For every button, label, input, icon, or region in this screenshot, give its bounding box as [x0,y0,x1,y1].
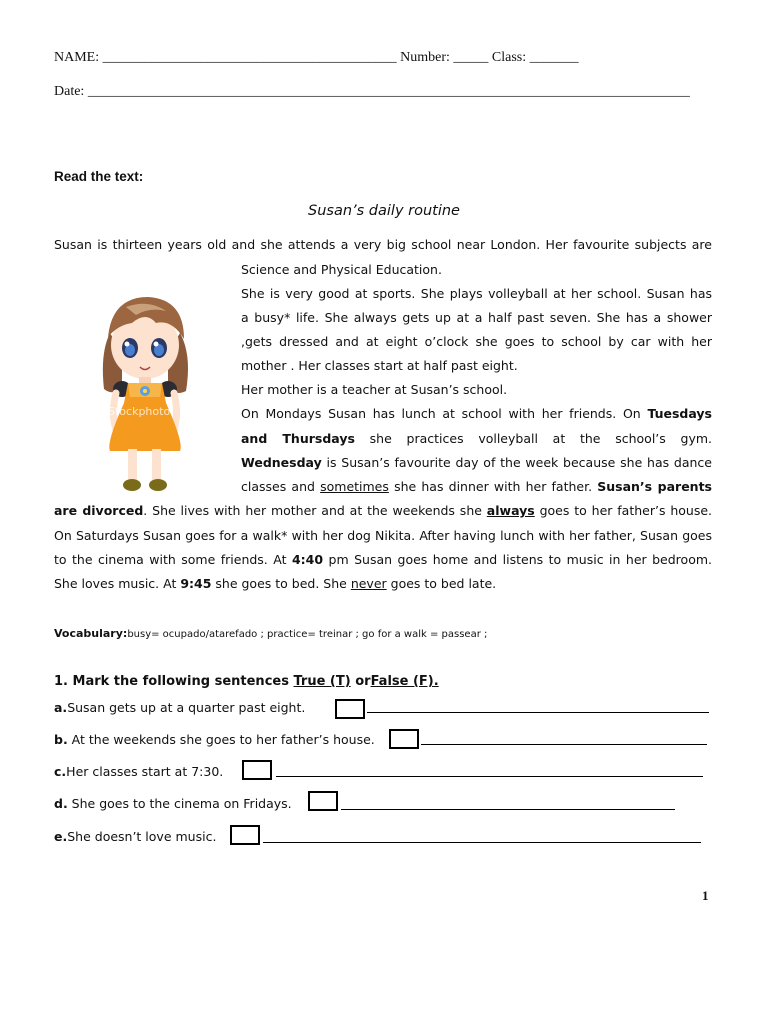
answer-line-c[interactable] [276,776,703,777]
text-line-6: mother . Her classes start at half past eight. [241,358,518,373]
text-line-9: and Thursdays she practices volleyball at the school’s gym. [241,431,712,446]
page-number: 1 [702,888,709,903]
question-b: b. At the weekends she goes to her father’s house. [54,732,375,747]
text-line-8: On Mondays Susan has lunch at school with her friends. On Tuesdays [241,406,712,421]
question-d: d. She goes to the cinema on Fridays. [54,796,292,811]
answer-box-c[interactable] [242,760,272,780]
text-line-14: to the cinema with some friends. At 4:40 pm Susan goes home and listens to music in her bedroom. [54,552,712,567]
name-number-class-line: NAME: __________________________________________ Number: _____ Class: _______ [54,50,579,65]
answer-line-a[interactable] [367,712,709,713]
girl-illustration [92,293,198,497]
text-line-11: classes and sometimes she has dinner with her father. Susan’s parents [241,479,712,494]
text-line-3: She is very good at sports. She plays volleyball at her school. Susan has [241,286,712,301]
text-line-15: She loves music. At 9:45 she goes to bed. She never goes to bed late. [54,576,497,591]
text-line-4: a busy* life. She always gets up at a half past seven. She has a shower [241,310,712,325]
vocabulary-line: Vocabulary:busy= ocupado/atarefado ; practice= treinar ; go for a walk = passear ; [54,627,488,640]
answer-box-d[interactable] [308,791,338,811]
answer-box-a[interactable] [335,699,365,719]
text-line-13: On Saturdays Susan goes for a walk* with her dog Nikita. After having lunch with her father, Susan goes [54,528,712,543]
exercise-title: 1. Mark the following sentences True (T) orFalse (F). [54,674,439,689]
image-watermark: Stockphoto [108,405,171,418]
text-line-12: are divorced. She lives with her mother and at the weekends she always goes to her father’s house. [54,503,712,518]
question-a: a.Susan gets up at a quarter past eight. [54,700,306,715]
text-line-1: Susan is thirteen years old and she attends a very big school near London. Her favourite subjects are [54,237,712,252]
text-line-7: Her mother is a teacher at Susan’s school. [241,382,508,397]
text-line-5: ,gets dressed and at eight o’clock she goes to school by car with her [241,334,712,349]
answer-line-d[interactable] [341,809,675,810]
text-title: Susan’s daily routine [308,203,460,219]
answer-box-b[interactable] [389,729,419,749]
question-e: e.She doesn’t love music. [54,829,217,844]
answer-line-e[interactable] [263,842,701,843]
text-line-10: Wednesday is Susan’s favourite day of the week because she has dance [241,455,712,470]
answer-line-b[interactable] [421,744,707,745]
question-c: c.Her classes start at 7:30. [54,764,224,779]
text-line-2: Science and Physical Education. [241,262,442,277]
answer-box-e[interactable] [230,825,260,845]
instruction-heading: Read the text: [54,169,144,184]
date-line: Date: ______________________________________________________________________________________ [54,84,690,99]
